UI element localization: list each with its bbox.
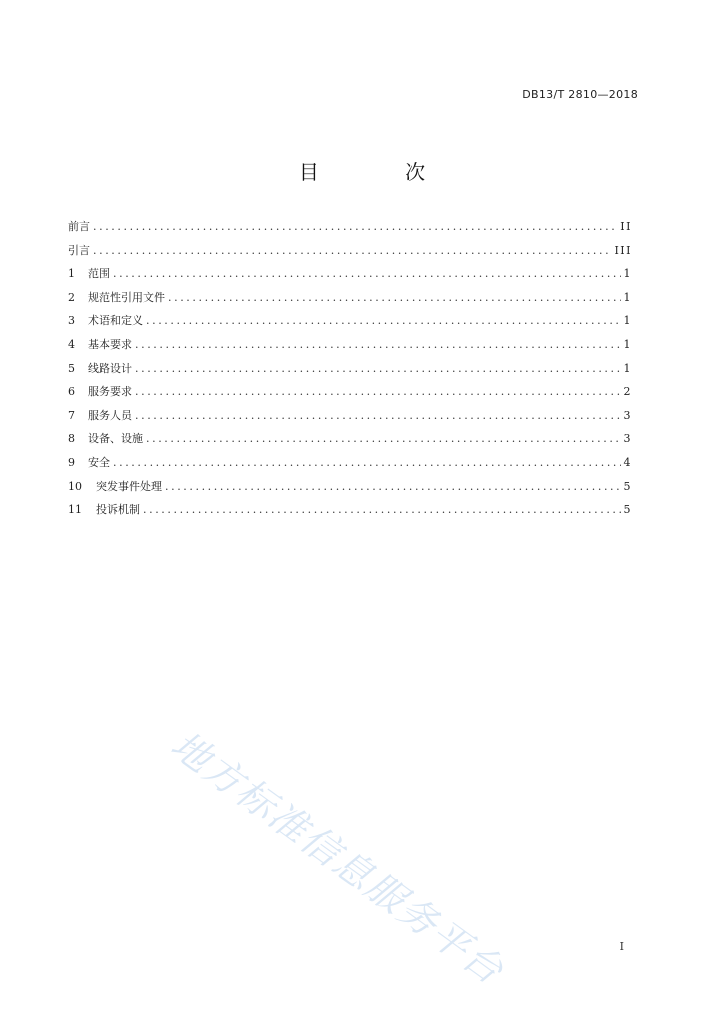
toc-entry-foreword[interactable] (68, 218, 632, 242)
toc-page-number: 1 (623, 314, 632, 328)
toc-entry-emergency-handling[interactable] (68, 478, 632, 502)
toc-leader-dots (146, 432, 621, 445)
toc-entry-route-design[interactable] (68, 360, 632, 384)
toc-leader-dots (135, 338, 621, 351)
toc-section-number: 7 (68, 408, 75, 422)
toc-leader-dots (93, 220, 617, 233)
toc-entry-service-staff[interactable] (68, 407, 632, 431)
toc-leader-dots (165, 480, 621, 493)
toc-section-number: 11 (68, 503, 82, 517)
toc-page-number: 3 (623, 408, 632, 422)
toc-leader-dots (146, 314, 621, 327)
toc-label: 服务要求 (88, 385, 132, 399)
toc-entry-terms-definitions[interactable] (68, 312, 632, 336)
toc-section-number: 10 (68, 479, 82, 493)
toc-page-number: 5 (623, 503, 632, 517)
toc-label: 前言 (68, 220, 90, 233)
toc-label: 突发事件处理 (96, 479, 162, 493)
toc-entry-safety[interactable] (68, 454, 632, 478)
toc-leader-dots (135, 385, 621, 398)
toc-section-number: 4 (68, 337, 75, 351)
toc-leader-dots (143, 503, 621, 516)
toc-entry-service-requirements[interactable] (68, 383, 632, 407)
watermark: 地方标准信息服务平台 (163, 722, 513, 994)
page-number: I (619, 940, 624, 953)
toc-label: 线路设计 (88, 361, 132, 375)
toc-page-number: III (614, 243, 632, 257)
toc-page-number: 3 (623, 432, 632, 446)
toc-label: 服务人员 (88, 408, 132, 422)
toc-section-number: 9 (68, 455, 75, 469)
toc-entry-scope[interactable] (68, 265, 632, 289)
toc-leader-dots (135, 409, 621, 422)
toc-label: 规范性引用文件 (88, 290, 165, 304)
toc-entry-equipment-facilities[interactable] (68, 430, 632, 454)
toc-label: 引言 (68, 243, 90, 257)
toc-page-number: 1 (623, 361, 632, 375)
toc-label: 基本要求 (88, 337, 132, 351)
page-title: 目 次 (298, 160, 466, 184)
toc-label: 投诉机制 (96, 503, 140, 517)
toc-leader-dots (93, 244, 611, 257)
toc-entry-normative-references[interactable] (68, 289, 632, 313)
toc-page-number: 2 (623, 385, 632, 399)
toc-page-number: 4 (623, 455, 632, 469)
toc-page-number: II (620, 220, 632, 233)
toc-label: 范围 (88, 267, 110, 281)
toc-section-number: 2 (68, 290, 75, 304)
toc-leader-dots (168, 291, 621, 304)
toc-leader-dots (113, 267, 621, 280)
toc-page-number: 1 (623, 290, 632, 304)
toc-section-number: 1 (68, 267, 75, 281)
toc-label: 安全 (88, 455, 110, 469)
toc-section-number: 6 (68, 385, 75, 399)
toc-entry-complaint-mechanism[interactable] (68, 501, 632, 525)
document-code: DB13/T 2810—2018 (522, 88, 638, 101)
toc-entry-introduction[interactable] (68, 242, 632, 266)
toc-label: 设备、设施 (88, 432, 143, 446)
toc-label: 术语和定义 (88, 314, 143, 328)
toc-page-number: 1 (623, 337, 632, 351)
toc-entry-basic-requirements[interactable] (68, 336, 632, 360)
toc-leader-dots (135, 362, 621, 375)
toc-section-number: 3 (68, 314, 75, 328)
toc-page-number: 1 (623, 267, 632, 281)
toc-section-number: 5 (68, 361, 75, 375)
toc-page-number: 5 (623, 479, 632, 493)
table-of-contents (68, 218, 632, 525)
toc-leader-dots (113, 456, 621, 469)
toc-section-number: 8 (68, 432, 75, 446)
